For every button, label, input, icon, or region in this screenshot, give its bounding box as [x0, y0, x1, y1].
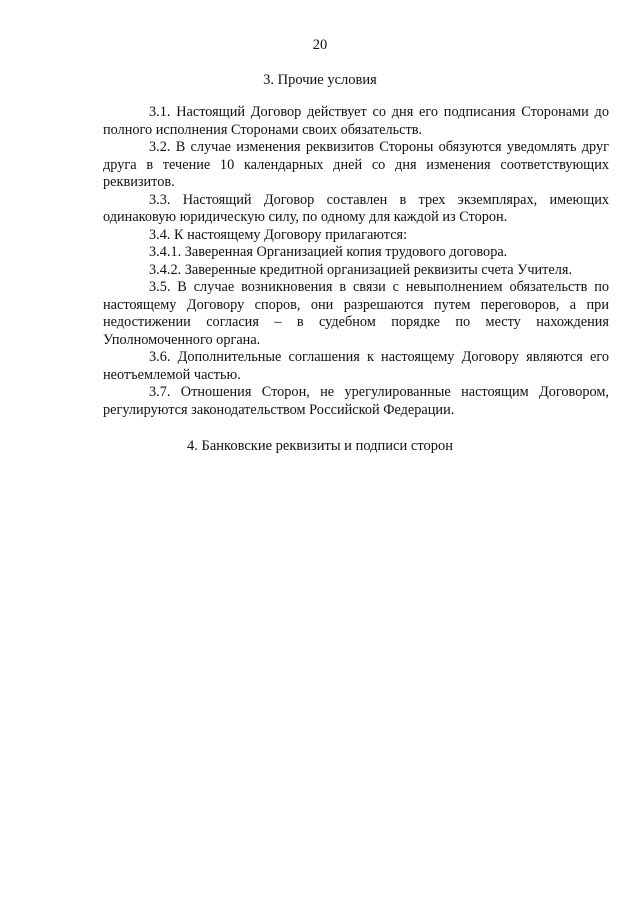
paragraph-3-5: 3.5. В случае возникновения в связи с невыполнением обязательств по настоящему Договору споров, они разрешаются путем переговоров, а при недостижении согласия – в судебном порядке по месту нахождения Уполномоченного органа. — [103, 279, 609, 348]
paragraph-3-3: 3.3. Настоящий Договор составлен в трех экземплярах, имеющих одинаковую юридическую силу, по одному для каждой из Сторон. — [103, 191, 609, 225]
paragraph-3-4: 3.4. К настоящему Договору прилагаются: — [149, 226, 408, 243]
page-number: 20 — [312, 37, 328, 53]
paragraph-3-6: 3.6. Дополнительные соглашения к настоящему Договору являются его неотъемлемой частью. — [103, 349, 609, 383]
section-4-title: 4. Банковские реквизиты и подписи сторон — [187, 438, 453, 454]
section-3-title: 3. Прочие условия — [263, 72, 377, 88]
paragraph-3-1: 3.1. Настоящий Договор действует со дня его подписания Сторонами до полного исполнения Сторонами своих обязательств. — [103, 104, 609, 138]
paragraph-3-4-2: 3.4.2. Заверенные кредитной организацией реквизиты счета Учителя. — [149, 261, 573, 278]
paragraph-3-7: 3.7. Отношения Сторон, не урегулированные настоящим Договором, регулируются законодательством Российской Федерации. — [103, 384, 609, 418]
section-3-body — [103, 104, 609, 419]
paragraph-3-4-1: 3.4.1. Заверенная Организацией копия трудового договора. — [149, 244, 508, 260]
paragraph-3-2: 3.2. В случае изменения реквизитов Стороны обязуются уведомлять друг друга в течение 10 календарных дней со дня изменения соответствующих реквизитов. — [103, 139, 609, 190]
